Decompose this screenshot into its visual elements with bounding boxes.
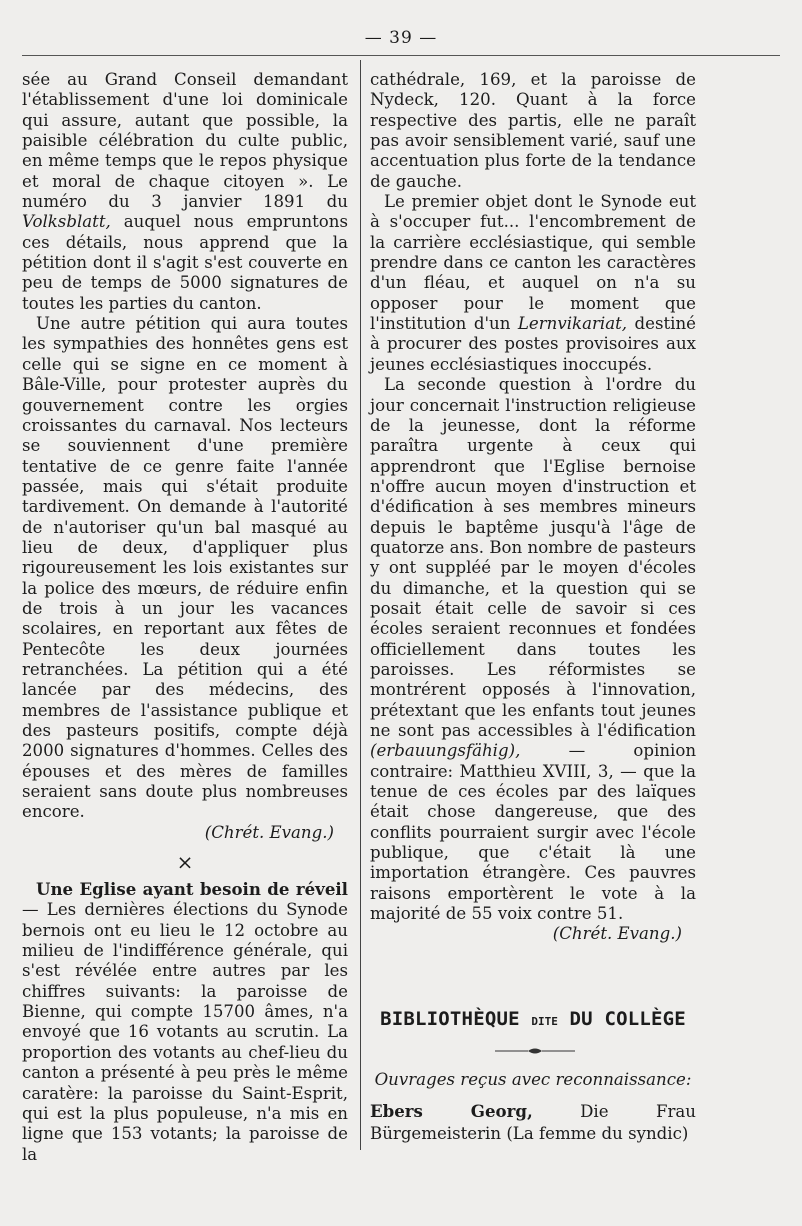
paragraph-text: — opinion contraire: Matthieu XVIII, 3, — que la tenue de ces écoles par des laïques était chose dangereuse, que des conflits pourraient surgir avec l'école publique, que c'était là une importation étrangère. Ces pauvres raisons emportèrent le vote à la majorité de 55 voix contre 51. — [370, 741, 696, 924]
paragraph: Une autre pétition qui aura toutes les sympathies des honnêtes gens est celle qui se signe en ce moment à Bâle-Ville, pour protester auprès du gouvernement contre les orgies croissantes du carnaval. Nos lecteurs se souviennent d'une première tentative de ce genre faite l'année passée, mais qui s'était produite tardivement. On demande à l'autorité de n'autoriser qu'un bal masqué au lieu de deux, d'appliquer plus rigoureusement les lois existantes sur la police des mœurs, de réduire enfin de trois à un jour les vacances scolaires, en reportant aux fêtes de Pentecôte les deux journées retranchées. La pétition qui a été lancée par des médecins, des membres de l'assistance publique et des pasteurs positifs, compte déjà 2000 signatures d'hommes. Celles des épouses et des mères de familles seraient sans doute plus nombreuses encore. — [22, 314, 348, 822]
newspaper-title: Volksblatt, — [22, 212, 111, 232]
right-column — [370, 70, 696, 945]
paragraph — [22, 70, 348, 314]
column-divider — [360, 60, 361, 1150]
italic-term: (erbauungsfähig), — [370, 741, 521, 761]
source-attribution: (Chrét. Evang.) — [552, 924, 682, 944]
paragraph-text: auquel nous empruntons ces détails, nous apprend que la pétition dont il s'agit s'est couverte en peu de temps de 5000 signatures de toutes les parties du canton. — [22, 212, 348, 313]
book-title: Die Frau Bürgemeisterin (La femme du syndic) — [370, 1102, 696, 1143]
paragraph-text: destiné à procurer des postes provisoires aux jeunes ecclésiastiques inoccupés. — [370, 314, 696, 374]
library-heading-part: BIBLIOTHÈQUE — [380, 1008, 520, 1030]
paragraph-text: sée au Grand Conseil demandant l'établissement d'une loi dominicale qui assure, autant que possible, la paisible célébration du culte public, en même temps que le repos physique et moral de chaque citoyen ». Le numéro du 3 janvier 1891 du — [22, 70, 348, 212]
article-heading: Une Eglise ayant besoin de réveil — [36, 879, 348, 900]
section-separator: × — [176, 850, 194, 875]
book-entry — [370, 1100, 696, 1145]
page-number: — 39 — — [364, 28, 438, 48]
paragraph — [22, 879, 348, 1165]
received-note: Ouvrages reçus avec reconnaissance: — [374, 1070, 692, 1089]
italic-term: Lernvikariat, — [517, 314, 628, 334]
book-author: Ebers Georg, — [370, 1101, 533, 1121]
paragraph-text: Le premier objet dont le Synode eut à s'occuper fut... l'encombrement de la carrière ecclésiastique, qui semble prendre dans ce canton les caractères d'un fléau, et auquel on n'a su opposer pour le moment que l'institution d'un — [370, 192, 696, 334]
paragraph: cathédrale, 169, et la paroisse de Nydeck, 120. Quant à la force respective des partis, elle ne paraît pas avoir sensiblement varié, sauf une accentuation plus forte de la tendance de gauche. — [370, 70, 696, 191]
library-heading-part: DU COLLÈGE — [569, 1008, 686, 1030]
library-heading-part: DITE — [531, 1015, 558, 1028]
paragraph — [370, 375, 696, 924]
left-column — [22, 70, 348, 1165]
library-heading — [370, 1008, 696, 1030]
paragraph-text: — Les dernières élections du Synode bernois ont eu lieu le 12 octobre au milieu de l'indifférence générale, qui s'est révélée entre autres par les chiffres suivants: la paroisse de Bienne, qui compte 15700 âmes, n'a envoyé que 16 votants au scrutin. La proportion des votants au chef-lieu du canton a présenté à peu près le même caratère: la paroisse du Saint-Esprit, qui est la plus populeuse, n'a mis en ligne que 153 votants; la paroisse de la — [22, 900, 348, 1164]
paragraph — [370, 192, 696, 375]
ornament-icon — [490, 1046, 580, 1056]
header-rule — [22, 55, 780, 56]
source-attribution: (Chrét. Evang.) — [204, 822, 334, 842]
paragraph-text: La seconde question à l'ordre du jour concernait l'instruction religieuse de la jeunesse, dont la réforme paraîtra urgente à ceux qui apprendront que l'Eglise bernoise n'offre aucun moyen d'instruction et d'édification à ses membres mineurs depuis le baptême jusqu'à l'âge de quatorze ans. Bon nombre de pasteurs y ont suppléé par le moyen d'écoles du dimanche, et la question qui se posait était celle de savoir si ces écoles seraient reconnues et fondées officiellement dans toutes les paroisses. Les réformistes se montrérent opposés à l'innovation, prétextant que les enfants tout jeunes ne sont pas accessibles à l'édification — [370, 375, 696, 740]
